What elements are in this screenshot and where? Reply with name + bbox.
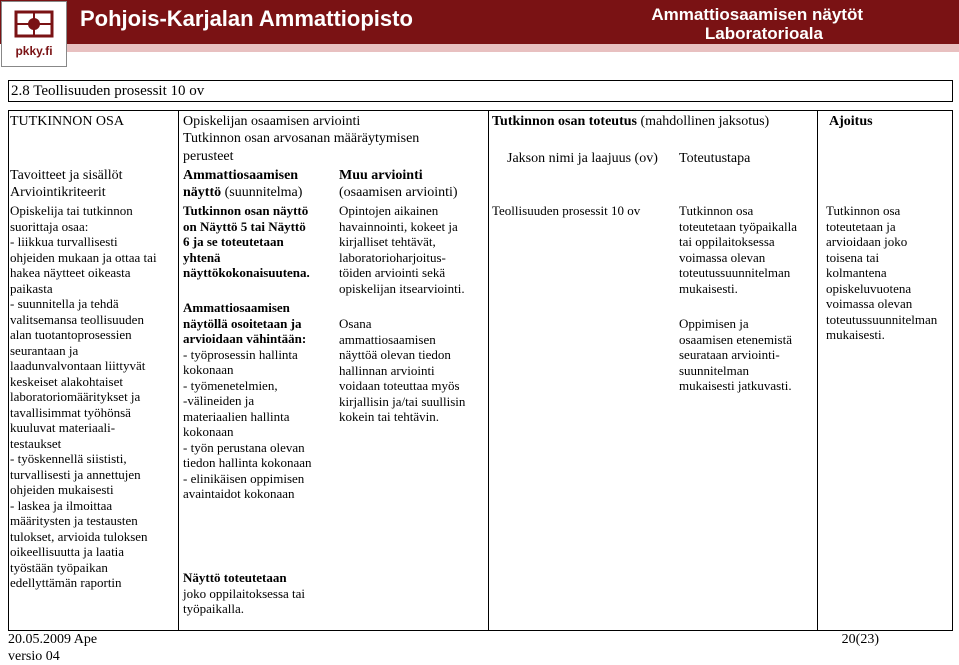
timing-header: Ajoitus <box>829 114 873 129</box>
timing-text <box>826 203 937 343</box>
method-header: Toteutustapa <box>679 151 751 166</box>
other-assessment-line: näyttöä olevan tiedon <box>339 347 451 362</box>
timing-line: toteutetaan ja <box>826 218 896 234</box>
header-field: Laboratorioala <box>704 24 823 43</box>
criteria-line: tulokset, arvioida tuloksen <box>10 528 148 544</box>
method-line: toteutetaan työpaikalla <box>679 218 798 234</box>
period-value: Teollisuuden prosessit 10 ov <box>492 203 641 218</box>
timing-line: toisena tai <box>826 249 880 265</box>
demo-requirement-heading: näytöllä osoitetaan ja <box>183 315 302 331</box>
demo-requirement-heading: arvioidaan vähintään: <box>183 331 307 346</box>
other-assessment-line: ammattiosaamisen <box>339 331 436 347</box>
demo-line: on Näyttö 5 tai Näyttö <box>183 218 306 234</box>
criteria-line: laadunvalvontaan liittyvät <box>10 358 146 373</box>
timing-line: arvioidaan joko <box>826 234 908 249</box>
other-assessment-line: kirjallisin ja/tai suullisin <box>339 393 466 409</box>
logo-text: pkky.fi <box>15 44 53 58</box>
other-assessment-line: Opintojen aikainen <box>339 203 439 218</box>
org-name: Pohjois-Karjalan Ammattiopisto <box>80 6 413 31</box>
criteria-line: tavallisimmat työhönsä <box>10 404 131 420</box>
method-line: Tutkinnon osa <box>679 203 754 218</box>
footer-date: 20.05.2009 Ape <box>8 632 98 647</box>
demo-block-2 <box>183 300 312 502</box>
footer-date-version <box>8 632 97 665</box>
method-block-1 <box>679 203 797 296</box>
section-title: 2.8 Teollisuuden prosessit 10 ov <box>8 80 953 102</box>
header-bar <box>0 0 959 44</box>
other-assessment-header: Muu arviointi <box>339 168 423 183</box>
criteria-line: - suunnitella ja tehdä <box>10 296 119 311</box>
implementation-header-rest: (mahdollinen jaksotus) <box>637 114 770 129</box>
assessment-sub2: perusteet <box>183 149 234 164</box>
demo-location-label: Näyttö toteutetaan <box>183 570 287 585</box>
criteria-line: - laskea ja ilmoittaa <box>10 497 113 513</box>
criteria-line: ohjeiden mukaan ja ottaa tai <box>10 249 157 265</box>
criteria-line: paikasta <box>10 280 53 296</box>
demo-header-rest: (suunnitelma) <box>221 185 303 200</box>
timing-line: kolmantena <box>826 265 887 280</box>
col-divider-1 <box>178 110 179 630</box>
criteria-line: työstään työpaikan <box>10 559 108 575</box>
criteria-line: ohjeiden mukaisesti <box>10 482 114 497</box>
demo-requirement-line: kokonaan <box>183 424 234 439</box>
demo-requirement-heading: Ammattiosaamisen <box>183 300 290 315</box>
demo-requirement-line: - työn perustana olevan <box>183 439 305 455</box>
demo-requirement-line: - työmenetelmien, <box>183 377 278 393</box>
assessment-header: Opiskelijan osaamisen arviointi <box>183 114 361 129</box>
demo-location-text <box>183 586 305 617</box>
timing-line: Tutkinnon osa <box>826 203 901 218</box>
other-assessment-line: töiden arviointi sekä <box>339 265 446 280</box>
method-line: voimassa olevan <box>679 249 766 265</box>
implementation-header-bold: Tutkinnon osan toteutus <box>492 114 637 129</box>
demo-header-bold: näyttö <box>183 185 222 200</box>
other-assessment-line: kirjalliset tehtävät, <box>339 234 436 249</box>
timing-line: opiskeluvuotena <box>826 280 912 296</box>
demo-block-3 <box>183 570 305 617</box>
method-block-2 <box>679 316 792 394</box>
method-line: mukaisesti. <box>679 280 738 296</box>
other-assessment-line: voidaan toteuttaa myös <box>339 378 460 393</box>
logo <box>1 1 67 67</box>
period-header: Jakson nimi ja laajuus (ov) <box>507 151 658 166</box>
demo-requirement-line: -välineiden ja <box>183 393 255 408</box>
demo-requirement-line: tiedon hallinta kokonaan <box>183 455 312 470</box>
criteria-line: seurantaan ja <box>10 342 79 358</box>
criteria-line: alan tuotantoprosessien <box>10 327 132 342</box>
criteria-line: Opiskelija tai tutkinnon <box>10 203 133 218</box>
method-line: suunnitelman <box>679 362 750 378</box>
demo-location-line: työpaikalla. <box>183 601 245 616</box>
criteria-list <box>10 203 157 591</box>
table-top-border <box>8 110 953 111</box>
tutkinnon-osa-header: TUTKINNON OSA <box>10 114 124 129</box>
demo-requirement-line: kokonaan <box>183 362 234 377</box>
header-stripe <box>66 44 959 52</box>
demo-requirement-line: materiaalien hallinta <box>183 408 290 424</box>
logo-mark-icon <box>14 8 54 40</box>
method-line: seurataan arviointi- <box>679 347 780 362</box>
demo-block-1 <box>183 203 310 281</box>
col-divider-2 <box>488 110 489 630</box>
table-right-border <box>952 110 953 630</box>
other-assessment-block-1 <box>339 203 465 296</box>
other-assessment-line: kokein tai tehtävin. <box>339 409 440 424</box>
criteria-line: määritysten ja testausten <box>10 513 138 528</box>
criteria-line: suorittaja osaa: <box>10 218 89 234</box>
other-assessment-line: opiskelijan itsearviointi. <box>339 280 465 296</box>
demo-requirement-line: - työprosessin hallinta <box>183 346 298 362</box>
criteria-line: keskeiset alakohtaiset <box>10 373 123 389</box>
criteria-header: Arviointikriteerit <box>10 185 106 200</box>
other-assessment-line: laboratorioharjoitus- <box>339 249 446 265</box>
criteria-line: oikeellisuutta ja laatia <box>10 544 125 559</box>
criteria-line: - työskennellä siististi, <box>10 451 127 466</box>
table-bottom-border <box>8 630 953 631</box>
method-line: tai oppilaitoksessa <box>679 234 775 249</box>
method-line: osaamisen etenemistä <box>679 331 792 347</box>
demo-line: yhtenä <box>183 249 221 265</box>
method-line: mukaisesti jatkuvasti. <box>679 378 792 393</box>
page-number: 20(23) <box>841 632 879 647</box>
criteria-line: testaukset <box>10 435 62 451</box>
demo-line: Tutkinnon osan näyttö <box>183 203 309 218</box>
goals-header: Tavoitteet ja sisällöt <box>10 168 123 183</box>
timing-line: voimassa olevan <box>826 296 913 311</box>
timing-line: toteutussuunnitelman <box>826 311 938 327</box>
demo-line: 6 ja se toteutetaan <box>183 234 284 249</box>
criteria-line: hakea näytteet oikeasta <box>10 265 131 280</box>
criteria-line: valitsemansa teollisuuden <box>10 311 144 327</box>
demo-header-1: Ammattiosaamisen <box>183 168 299 183</box>
demo-requirement-line: avaintaidot kokonaan <box>183 486 295 501</box>
demo-requirement-line: - elinikäisen oppimisen <box>183 470 305 486</box>
other-assessment-line: hallinnan arviointi <box>339 362 435 378</box>
assessment-sub1: Tutkinnon osan arvosanan määräytymisen <box>183 131 420 146</box>
demo-location-line: joko oppilaitoksessa tai <box>183 585 306 601</box>
table-left-border <box>8 110 9 630</box>
criteria-line: kuuluvat materiaali- <box>10 420 116 435</box>
timing-line: mukaisesti. <box>826 327 885 342</box>
other-assessment-line: Osana <box>339 316 372 331</box>
col-divider-3 <box>817 110 818 630</box>
criteria-line: - liikkua turvallisesti <box>10 234 118 249</box>
method-line: toteutussuunnitelman <box>679 265 791 280</box>
demo-header-2 <box>183 185 302 202</box>
criteria-line: turvallisesti ja annettujen <box>10 466 141 482</box>
other-assessment-line: havainnointi, kokeet ja <box>339 218 458 234</box>
criteria-line: edellyttämän raportin <box>10 575 122 590</box>
method-line: Oppimisen ja <box>679 316 749 331</box>
header-subtitle: Ammattiosaamisen näytöt <box>651 5 863 24</box>
criteria-line: laboratoriomääritykset ja <box>10 389 141 404</box>
footer-version: versio 04 <box>8 648 60 664</box>
implementation-header <box>492 114 769 131</box>
other-assessment-sub: (osaamisen arviointi) <box>339 185 458 200</box>
other-assessment-block-2 <box>339 316 465 425</box>
demo-line: näyttökokonaisuutena. <box>183 265 310 280</box>
